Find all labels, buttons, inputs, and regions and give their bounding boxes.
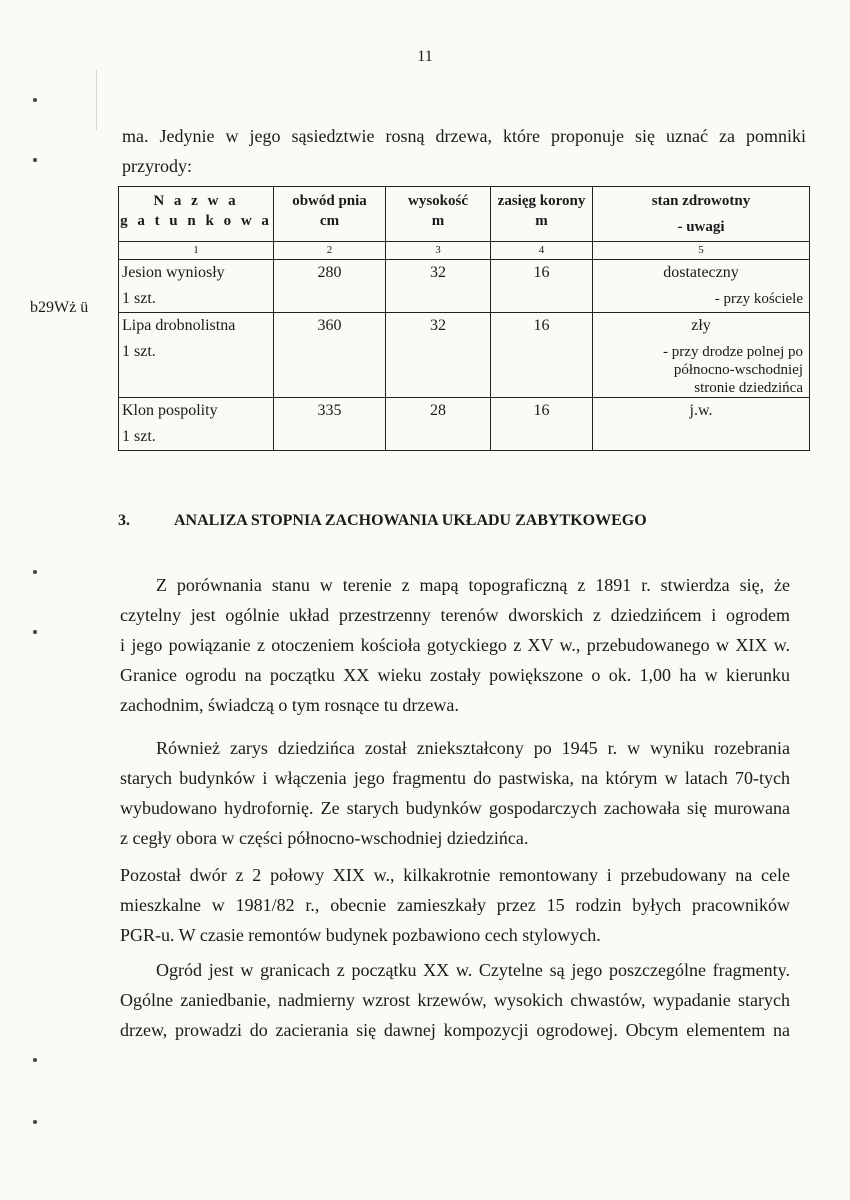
column-number: 1	[119, 242, 274, 260]
species-name: Jesion wyniosły	[122, 264, 225, 281]
text-line: przyrody:	[122, 156, 192, 176]
crown-cell: 16	[491, 313, 593, 398]
margin-annotation: b29Wż ü	[30, 299, 89, 316]
column-number: 2	[274, 242, 386, 260]
text-line: ma. Jedynie w jego sąsiedztwie rosną drzewa, które proponuje się uznać za pomniki	[122, 126, 806, 146]
state-value: dostateczny	[663, 264, 739, 281]
crown-cell: 16	[491, 398, 593, 451]
state-cell	[593, 398, 810, 451]
state-note: - przy drodze polnej po	[663, 344, 803, 360]
state-note: - przy kościele	[714, 291, 803, 307]
state-note: północno-wschodniej	[673, 362, 803, 378]
column-number: 4	[491, 242, 593, 260]
body-paragraph	[120, 733, 790, 853]
scan-speck	[33, 630, 37, 634]
scan-margin-line	[96, 70, 97, 130]
section-title: ANALIZA STOPNIA ZACHOWANIA UKŁADU ZABYTKOWEGO	[174, 512, 647, 529]
column-number: 3	[386, 242, 491, 260]
section-heading	[118, 512, 647, 530]
text-line: Z porównania stanu w terenie z mapą topograficzną z 1891 r. stwierdza się, że	[156, 575, 790, 595]
state-value: zły	[691, 317, 711, 334]
table-row	[119, 260, 810, 313]
species-cell	[119, 313, 274, 398]
header-state: stan zdrowotny - uwagi	[593, 187, 810, 242]
state-cell	[593, 313, 810, 398]
body-paragraph	[120, 860, 790, 950]
state-cell	[593, 260, 810, 313]
header-height: wysokość m	[386, 187, 491, 242]
text-line: Również zarys dziedzińca został zniekształcony po 1945 r. w wyniku rozebrania	[156, 738, 790, 758]
scan-speck	[33, 570, 37, 574]
column-number-row	[119, 242, 810, 260]
text-line: starych budynków i włączenia jego fragmentu do pastwiska, na którym w latach 70-tych	[120, 768, 790, 788]
table-row	[119, 398, 810, 451]
scan-speck	[33, 1058, 37, 1062]
text-line: wybudowano hydrofornię. Ze starych budynków gospodarczych zachowała się murowana	[120, 798, 790, 818]
text-line: PGR-u. W czasie remontów budynek pozbawiono cech stylowych.	[120, 925, 601, 945]
scan-speck	[33, 98, 37, 102]
text-line: i jego powiązanie z otoczeniem kościoła gotyckiego z XV w., przebudowanego w XIX w.	[120, 635, 790, 655]
text-line: Ogólne zaniedbanie, nadmierny wzrost krzewów, wysokich chwastów, wypadanie starych	[120, 990, 790, 1010]
body-paragraph	[120, 955, 790, 1045]
intro-paragraph	[122, 121, 806, 181]
height-cell: 32	[386, 313, 491, 398]
species-name: Lipa drobnolistna	[122, 317, 236, 334]
page-number: 11	[417, 48, 433, 65]
header-circumference: obwód pnia cm	[274, 187, 386, 242]
height-cell: 28	[386, 398, 491, 451]
section-number: 3.	[118, 512, 130, 529]
text-line: Ogród jest w granicach z początku XX w. Czytelne są jego poszczególne fragmenty.	[156, 960, 790, 980]
text-line: czytelny jest ogólnie układ przestrzenny terenów dworskich z dziedzińcem i ogrodem	[120, 605, 790, 625]
species-cell	[119, 398, 274, 451]
circumference-cell: 335	[274, 398, 386, 451]
species-count: 1 szt.	[122, 290, 156, 307]
species-name: Klon pospolity	[122, 402, 218, 419]
scan-speck	[33, 158, 37, 162]
text-line: zachodnim, świadczą o tym rosnące tu drzewa.	[120, 695, 459, 715]
scan-speck	[33, 1120, 37, 1124]
circumference-cell: 360	[274, 313, 386, 398]
species-count: 1 szt.	[122, 343, 156, 360]
species-count: 1 szt.	[122, 428, 156, 445]
header-name: N a z w a g a t u n k o w a	[119, 187, 274, 242]
column-number: 5	[593, 242, 810, 260]
state-note: stronie dziedzińca	[694, 380, 803, 396]
text-line: drzew, prowadzi do zacierania się dawnej kompozycji ogrodowej. Obcym elementem na	[120, 1020, 790, 1040]
table-row	[119, 313, 810, 398]
circumference-cell: 280	[274, 260, 386, 313]
state-value: j.w.	[689, 402, 713, 419]
species-cell	[119, 260, 274, 313]
table-header-row	[119, 187, 810, 242]
text-line: z cegły obora w części północno-wschodniej dziedzińca.	[120, 828, 529, 848]
height-cell: 32	[386, 260, 491, 313]
text-line: Pozostał dwór z 2 połowy XIX w., kilkakrotnie remontowany i przebudowany na cele	[120, 865, 790, 885]
body-paragraph	[120, 570, 790, 720]
crown-cell: 16	[491, 260, 593, 313]
text-line: Granice ogrodu na początku XX wieku zostały powiększone o ok. 1,00 ha w kierunku	[120, 665, 790, 685]
monument-trees-table	[118, 186, 810, 451]
text-line: mieszkalne w 1981/82 r., obecnie zamieszkały przez 15 rodzin byłych pracowników	[120, 895, 790, 915]
header-crown: zasięg korony m	[491, 187, 593, 242]
